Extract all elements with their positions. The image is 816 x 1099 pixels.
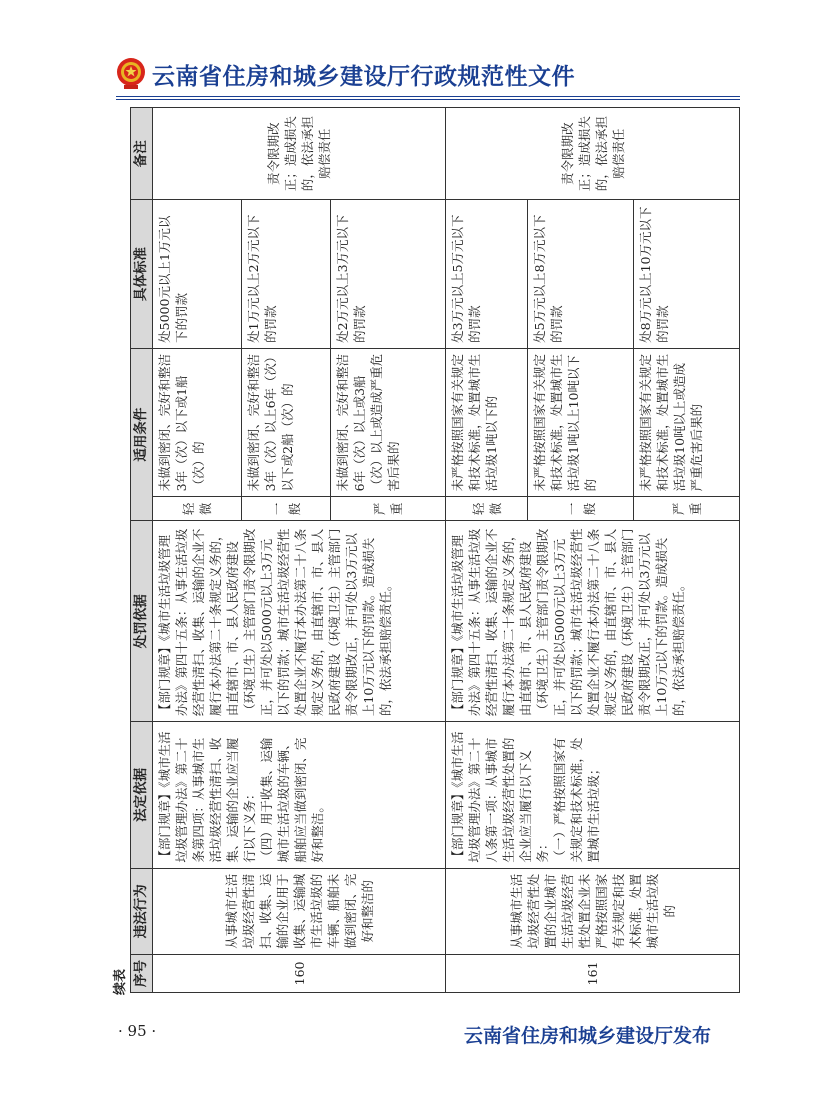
row-legal: 【部门规章】《城市生活垃圾管理办法》第二十条第四项：从事城市生活垃圾经营性清扫、收集、运输的企业应当履行以下义务： （四）用于收集、运输城市生活垃圾的车辆、船舶应当做到密闭、完好和整洁。 (153, 722, 446, 868)
level-cell: 一般 (528, 497, 634, 521)
table-row (153, 108, 242, 993)
publisher-footer: 云南省住房和城乡建设厅发布 (464, 1025, 712, 1047)
standard-cell: 处1万元以上2万元以下的罚款 (242, 200, 331, 349)
page-title: 云南省住房和城乡建设厅行政规范性文件 (152, 64, 575, 90)
header-rule (116, 96, 740, 97)
row-penalty-basis: 【部门规章】《城市生活垃圾管理办法》第四十五条：从事生活垃圾经营性清扫、收集、运输的企业不履行本办法第二十条规定义务的，由直辖市、市、县人民政府建设（环境卫生）主管部门责令限期改正，并可处以5000元以上3万元以下的罚款；城市生活垃圾经营性处置企业不履行本办法第二十八条规定义务的，由直辖市、市、县人民政府建设（环境卫生）主管部门责令限期改正，并可处以3万元以上10万元以下的罚款。造成损失的，依法承担赔偿责任。 (446, 521, 740, 722)
header-legal: 法定依据 (131, 722, 153, 868)
standard-cell: 处5000元以上1万元以下的罚款 (153, 200, 242, 349)
header-condition: 适用条件 (131, 348, 153, 521)
condition-cell: 未做到密闭、完好和整洁6年（次）以上或3船（次）以上或造成严重危害后果的 (331, 348, 446, 497)
row-penalty-basis: 【部门规章】《城市生活垃圾管理办法》第四十五条：从事生活垃圾经营性清扫、收集、运输的企业不履行本办法第二十条规定义务的，由直辖市、市、县人民政府建设（环境卫生）主管部门责令限期改正，并可处以5000元以上3万元以下的罚款；城市生活垃圾经营性处置企业不履行本办法第二十八条规定义务的，由直辖市、市、县人民政府建设（环境卫生）主管部门责令限期改正，并可处以3万元以上10万元以下的罚款。造成损失的，依法承担赔偿责任。 (153, 521, 446, 722)
rotated-table-container (113, 107, 740, 995)
row-legal: 【部门规章】《城市生活垃圾管理办法》第二十八条第一项：从事城市生活垃圾经营性处置的企业应当履行以下义务： （一）严格按照国家有关规定和技术标准，处置城市生活垃圾； (446, 722, 740, 868)
page-number: · 95 · (118, 1022, 157, 1040)
row-act: 从事城市生活垃圾经营性清扫、收集、运输的企业用于收集、运输城市生活垃圾的车辆、船舶未做到密闭、完好和整洁的 (153, 868, 446, 954)
condition-cell: 未严格按照国家有关规定和技术标准，处置城市生活垃圾1吨以下的 (446, 348, 528, 497)
table-header-row (131, 108, 153, 993)
header-seq: 序号 (131, 954, 153, 992)
header-standard: 具体标准 (131, 200, 153, 349)
header-remark: 备注 (131, 108, 153, 200)
condition-cell: 未严格按照国家有关规定和技术标准，处置城市生活垃圾10吨以上或造成严重危害后果的 (634, 348, 740, 497)
level-cell: 轻微 (446, 497, 528, 521)
level-cell: 严重 (634, 497, 740, 521)
standard-cell: 处5万元以上8万元以下的罚款 (528, 200, 634, 349)
level-cell: 一般 (242, 497, 331, 521)
national-emblem-icon (116, 56, 146, 90)
table-caption: 续表 (113, 968, 128, 995)
row-act: 从事城市生活垃圾经营性处置的企业城市生活垃圾经营性处置企业未严格按照国家有关规定和技术标准，处置城市生活垃圾的 (446, 868, 740, 954)
row-seq: 161 (446, 954, 740, 992)
condition-cell: 未做到密闭、完好和整洁3年（次）以下或1船（次）的 (153, 348, 242, 497)
condition-cell: 未做到密闭、完好和整洁3年（次）以上6年（次）以下或2船（次）的 (242, 348, 331, 497)
standard-cell: 处8万元以上10万元以下的罚款 (634, 200, 740, 349)
standard-cell: 处3万元以上5万元以下的罚款 (446, 200, 528, 349)
penalty-table (130, 107, 740, 993)
standard-cell: 处2万元以上3万元以下的罚款 (331, 200, 446, 349)
header-penalty-basis: 处罚依据 (131, 521, 153, 722)
level-cell: 轻微 (153, 497, 242, 521)
row-seq: 160 (153, 954, 446, 992)
header-rule-thin (116, 99, 740, 100)
table-row (446, 108, 528, 993)
header-act: 违法行为 (131, 868, 153, 954)
condition-cell: 未严格按照国家有关规定和技术标准，处置城市生活垃圾1吨以上10吨以下的 (528, 348, 634, 497)
row-remark: 责令限期改正；造成损失的，依法承担赔偿责任 (446, 108, 740, 200)
level-cell: 严重 (331, 497, 446, 521)
page-header (116, 56, 736, 96)
row-remark: 责令限期改正；造成损失的，依法承担赔偿责任 (153, 108, 446, 200)
